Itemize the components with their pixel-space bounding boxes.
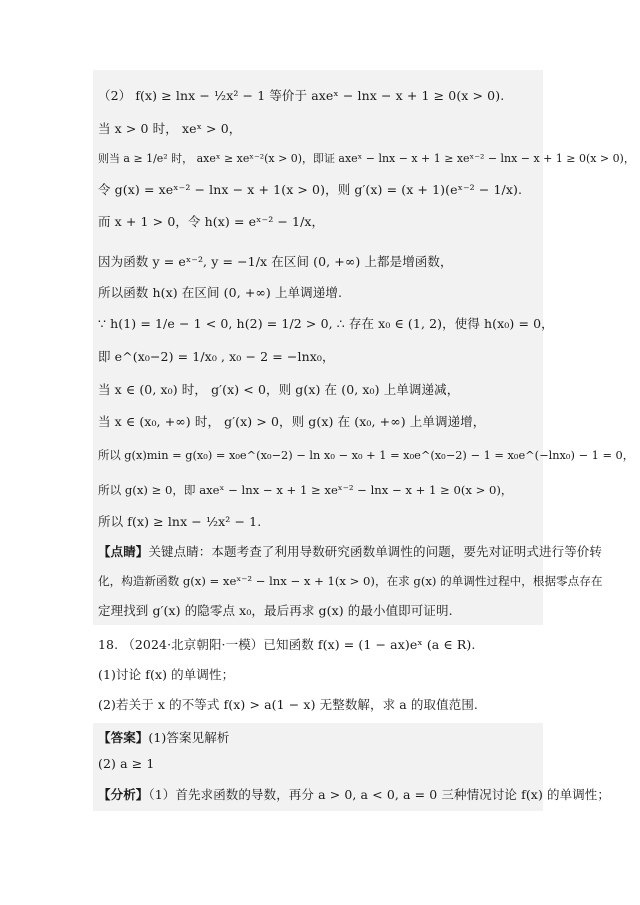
solution-line-2: 当 x > 0 时， xeˣ > 0， — [98, 121, 242, 136]
solution-line-11: 当 x ∈ (x₀, +∞) 时， g′(x) > 0，则 g(x) 在 (x₀, +∞) 上单调递增， — [98, 414, 486, 429]
solution-line-8: ∵ h(1) = 1/e − 1 < 0, h(2) = 1/2 > 0, ∴ 存在 x₀ ∈ (1, 2)，使得 h(x₀) = 0， — [98, 316, 554, 331]
solution-line-3: 则当 a ≥ 1/e² 时， axeˣ ≥ xeˣ⁻²(x > 0)，即证 axeˣ − lnx − x + 1 ≥ xeˣ⁻² − lnx − x + 1 ≥ 0(x > 0)， — [98, 152, 635, 165]
answer-part2: (2) a ≥ 1 — [98, 756, 155, 771]
question-18-part2: (2)若关于 x 的不等式 f(x) > a(1 − x) 无整数解，求 a 的取值范围. — [98, 697, 479, 712]
comment-line-3: 定理找到 g′(x) 的隐零点 x₀，最后再求 g(x) 的最小值即可证明. — [98, 603, 453, 618]
solution-line-1: （2） f(x) ≥ lnx − ½x² − 1 等价于 axeˣ − lnx − x + 1 ≥ 0(x > 0). — [98, 88, 505, 103]
analysis-line — [98, 787, 610, 803]
analysis-label: 【分析】 — [98, 787, 149, 802]
question-18-title: 18. （2024·北京朝阳·一模）已知函数 f(x) = (1 − ax)eˣ (a ∈ R). — [98, 637, 476, 652]
solution-line-5: 而 x + 1 > 0，令 h(x) = eˣ⁻² − 1/x， — [98, 214, 325, 229]
answer-label: 【答案】 — [98, 730, 149, 745]
solution-line-12: 所以 g(x)min = g(x₀) = x₀e^(x₀−2) − ln x₀ − x₀ + 1 = x₀e^(x₀−2) − 1 = x₀e^(−lnx₀) − 1 = 0， — [98, 448, 635, 462]
comment-line-2: 化，构造新函数 g(x) = xeˣ⁻² − lnx − x + 1(x > 0)，在求 g(x) 的单调性过程中，根据零点存在 — [98, 574, 603, 588]
solution-line-7: 所以函数 h(x) 在区间 (0, +∞) 上单调递增. — [98, 285, 343, 300]
solution-line-4: 令 g(x) = xeˣ⁻² − lnx − x + 1(x > 0)，则 g′(x) = (x + 1)(eˣ⁻² − 1/x). — [98, 182, 523, 197]
question-18-part1: (1)讨论 f(x) 的单调性； — [98, 667, 235, 682]
comment-label: 【点睛】 — [98, 544, 149, 559]
solution-line-9: 即 e^(x₀−2) = 1/x₀ , x₀ − 2 = −lnx₀， — [98, 349, 335, 364]
solution-line-10: 当 x ∈ (0, x₀) 时， g′(x) < 0，则 g(x) 在 (0, x₀) 上单调递减， — [98, 382, 460, 397]
solution-line-14: 所以 f(x) ≥ lnx − ½x² − 1. — [98, 514, 262, 529]
solution-line-6: 因为函数 y = eˣ⁻², y = −1/x 在区间 (0, +∞) 上都是增函数， — [98, 254, 453, 269]
comment-text-1: 关键点睛：本题考查了利用导数研究函数单调性的问题，要先对证明式进行等价转 — [148, 544, 603, 559]
solution-line-13: 所以 g(x) ≥ 0，即 axeˣ − lnx − x + 1 ≥ xeˣ⁻² − lnx − x + 1 ≥ 0(x > 0)， — [98, 483, 513, 497]
comment-line-1 — [98, 544, 602, 560]
answer-line-1 — [98, 730, 229, 746]
answer-part1: (1)答案见解析 — [148, 730, 230, 745]
analysis-text: （1）首先求函数的导数，再分 a > 0, a < 0, a = 0 三种情况讨论 f(x) 的单调性； — [148, 787, 611, 802]
